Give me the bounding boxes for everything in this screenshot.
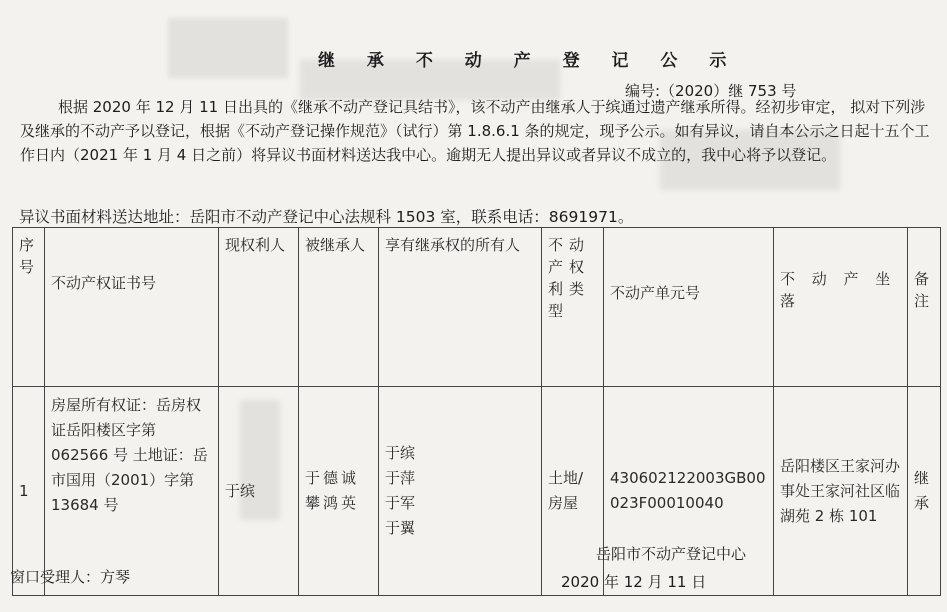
heir-name: 于萍	[385, 469, 416, 487]
issue-date: 2020 年 12 月 11 日	[561, 573, 707, 591]
cell-location: 岳阳楼区王家河办事处王家河社区临湖苑 2 栋 101	[774, 387, 908, 596]
registration-table	[12, 227, 941, 596]
header-unit-no: 不动产单元号	[604, 228, 774, 387]
header-seq: 序号	[13, 228, 45, 387]
cell-cert-no: 房屋所有权证：岳房权证岳阳楼区字第 062566 号 土地证：岳市国用（2001）字第 13684 号	[45, 387, 219, 596]
document-number: 编号:（2020）继 753 号	[625, 82, 797, 100]
header-location: 不 动 产 坐落	[774, 228, 908, 387]
cell-decedent: 于德诚 攀鸿英	[299, 387, 379, 596]
table-row	[13, 387, 941, 596]
cell-right-type: 土地/房屋	[542, 387, 604, 596]
table-header-row	[13, 228, 941, 387]
bleed-through-shadow	[168, 18, 288, 78]
cell-heirs	[379, 387, 542, 596]
notice-body-text: 根据 2020 年 12 月 11 日出具的《继承不动产登记具结书》，该不动产由继承人于缤通过遗产继承所得。经初步审定， 拟对下列涉及继承的不动产予以登记，根据《不动产登记操作规范》（试行）第 1.8.6.1 条的规定，现予公示。如有异议，请自本公示之日起十五个工作日内（2021 年 1 月 4 日之前）将异议书面材料送达我中心。逾期无人提出异议或者异议不成立的，我中心将予以登记。	[20, 98, 930, 164]
header-heirs: 享有继承权的所有人	[379, 228, 542, 387]
cell-seq: 1	[13, 387, 45, 596]
cell-unit-no: 430602122003GB00023F00010040	[604, 387, 774, 596]
window-clerk: 窗口受理人：方琴	[10, 568, 131, 586]
header-decedent: 被继承人	[299, 228, 379, 387]
heir-name: 于军	[385, 494, 416, 512]
heir-name: 于翼	[385, 519, 416, 537]
cell-remarks: 继承	[908, 387, 941, 596]
header-right-type: 不动产权利类型	[542, 228, 604, 387]
issuer-name: 岳阳市不动产登记中心	[596, 545, 747, 563]
header-current-holder: 现权利人	[219, 228, 299, 387]
heir-name: 于缤	[385, 444, 416, 462]
notice-title: 继 承 不 动 产 登 记 公 示	[318, 51, 740, 71]
notice-body	[20, 95, 935, 167]
cell-current-holder: 于缤	[219, 387, 299, 596]
header-remarks: 备注	[908, 228, 941, 387]
header-cert-no: 不动产权证书号	[45, 228, 219, 387]
objection-address: 异议书面材料送达地址：岳阳市不动产登记中心法规科 1503 室，联系电话：8691971。	[19, 208, 634, 226]
